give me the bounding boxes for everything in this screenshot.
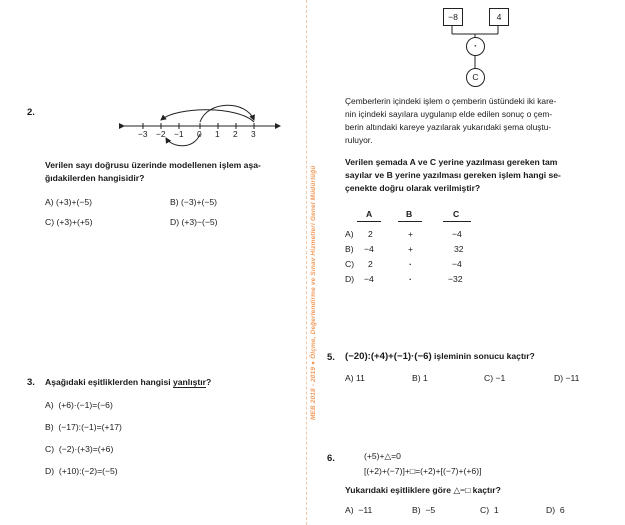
square-icon: □ [409, 466, 416, 476]
header-underline [398, 221, 422, 222]
tick-label: −1 [174, 129, 184, 139]
answer-option-d[interactable]: D) (+3)−(−5) [170, 217, 218, 227]
q4-stem-2: sayılar ve B yerine yazılması gereken işlem hangi se- [345, 170, 561, 180]
tick-label: −2 [156, 129, 166, 139]
header-underline [443, 221, 471, 222]
equation-2: [(+2)+(−7)]+□=(+2)+[(−7)+(+6)] [364, 466, 482, 476]
table-header-a: A [366, 209, 373, 219]
column-divider [306, 0, 307, 525]
tick-label: 0 [197, 129, 202, 139]
operator-circle: · [466, 37, 485, 56]
answer-option-d[interactable]: D) (+10):(−2)=(−5) [45, 466, 118, 476]
question-6-stem: Yukarıdaki eşitliklere göre △−□ kaçtır? [345, 485, 501, 495]
equation-1: (+5)+△=0 [364, 451, 401, 461]
answer-option-a[interactable]: A) (+6)·(−1)=(−6) [45, 400, 113, 410]
square-icon: □ [465, 485, 471, 495]
q4-text-1: Çemberlerin içindeki işlem o çemberin üstündeki iki kare- [345, 96, 557, 106]
question-3-number: 3. [27, 377, 35, 388]
triangle-icon: △ [384, 451, 392, 461]
tick-label: 3 [251, 129, 256, 139]
question-5-number: 5. [327, 352, 335, 363]
answer-option-a[interactable]: A) 11 [345, 373, 365, 383]
question-2-number: 2. [27, 107, 35, 118]
result-circle: C [466, 68, 485, 87]
box-left: −8 [443, 8, 463, 26]
table-header-c: C [453, 209, 460, 219]
question-2-line2: ğıdakilerden hangisidir? [45, 173, 145, 183]
tick-label: −3 [138, 129, 148, 139]
answer-option-a[interactable]: A) (+3)+(−5) [45, 197, 93, 207]
triangle-icon: △ [453, 485, 461, 495]
tick-label: 2 [233, 129, 238, 139]
answer-option-b[interactable]: B) 1 [412, 373, 428, 383]
answer-option-b[interactable]: B) (−17):(−1)=(+17) [45, 422, 122, 432]
question-6-number: 6. [327, 453, 335, 464]
table-header-b: B [406, 209, 413, 219]
underlined-word: yanlıştır [173, 377, 206, 387]
q4-text-2: nin içindeki sayılara uygulanıp elde edilen sonuç o çem- [345, 109, 553, 119]
answer-option-d[interactable]: D) −11 [554, 373, 580, 383]
q4-text-4: ruluyor. [345, 135, 373, 145]
answer-option-c[interactable]: C) −1 [484, 373, 506, 383]
answer-option-a[interactable]: A) −11 [345, 505, 373, 515]
answer-option-d[interactable]: D) 6 [546, 505, 565, 515]
answer-option-c[interactable]: C) (−2)·(+3)=(+6) [45, 444, 114, 454]
tick-label: 1 [215, 129, 220, 139]
box-right: 4 [489, 8, 509, 26]
side-banner: MEB 2018 - 2019 ● Ölçme, Değerlendirme ve Sınav Hizmetleri Genel Müdürlüğü [310, 165, 317, 420]
question-5-stem: (−20):(+4)+(−1)·(−6) işleminin sonucu kaçtır? [345, 351, 535, 362]
answer-option-c[interactable]: C) (+3)+(+5) [45, 217, 93, 227]
q4-stem-3: çenekte doğru olarak verilmiştir? [345, 183, 481, 193]
question-2-line1: Verilen sayı doğrusu üzerinde modellenen işlem aşa- [45, 160, 261, 170]
question-3-stem: Aşağıdaki eşitliklerden hangisi yanlıştır? [45, 377, 212, 387]
answer-option-b[interactable]: B) −5 [412, 505, 436, 515]
answer-option-c[interactable]: C) 1 [480, 505, 499, 515]
answer-option-b[interactable]: B) (−3)+(−5) [170, 197, 218, 207]
q4-stem-1: Verilen şemada A ve C yerine yazılması gereken tam [345, 157, 558, 167]
header-underline [357, 221, 381, 222]
q4-text-3: berin altındaki kareye yazılarak yukarıdaki şema oluştu- [345, 122, 552, 132]
